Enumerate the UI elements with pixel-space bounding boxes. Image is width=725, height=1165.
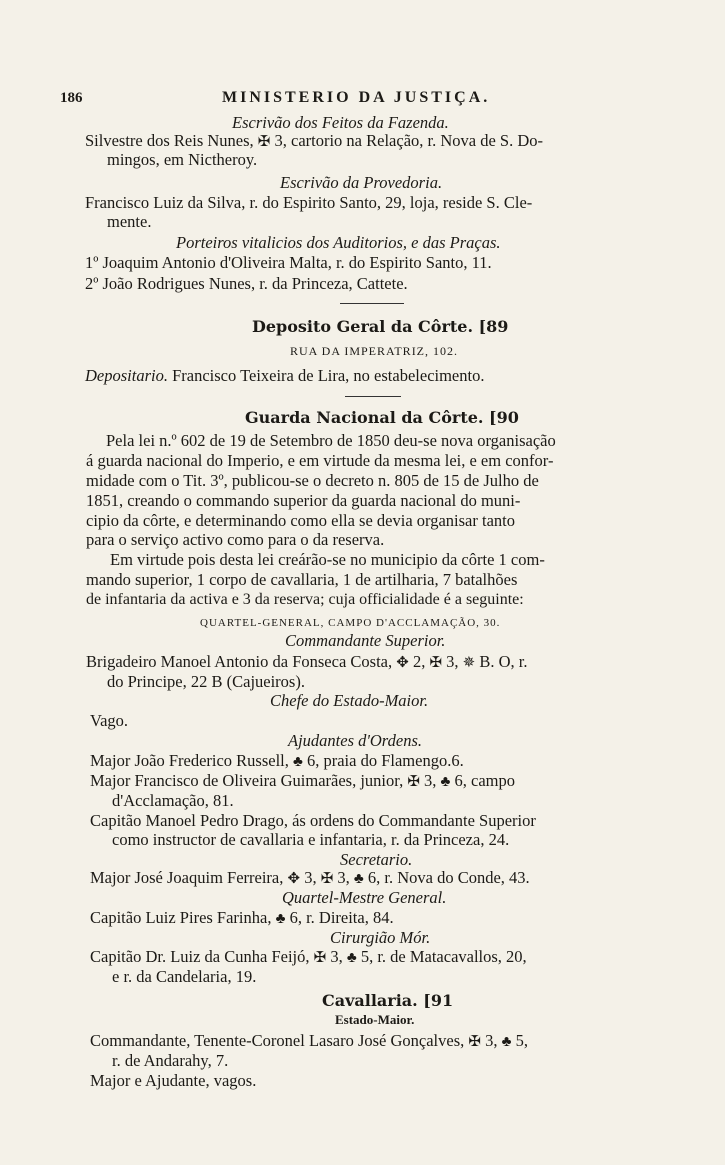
text-line: Commandante, Tenente-Coronel Lasaro José Gonçalves, ✠ 3, ♣ 5,: [90, 1031, 528, 1050]
text-line: Silvestre dos Reis Nunes, ✠ 3, cartorio na Relação, r. Nova de S. Do-: [85, 131, 543, 150]
tower-sword-icon: ♣: [346, 950, 357, 966]
text-line: mente.: [107, 212, 152, 231]
text-line: Major Francisco de Oliveira Guimarães, junior, ✠ 3, ♣ 6, campo: [90, 771, 515, 790]
tower-sword-icon: ♣: [293, 754, 303, 770]
section-heading: Porteiros vitalicios dos Auditorios, e das Praças.: [176, 233, 501, 252]
text-line: Vago.: [90, 711, 129, 730]
text-line: 1º Joaquim Antonio d'Oliveira Malta, r. do Espirito Santo, 11.: [85, 253, 492, 272]
tower-sword-icon: ♣: [501, 1034, 512, 1050]
paragraph-line: Em virtude pois desta lei creárão-se no municipio da côrte 1 com-: [110, 550, 545, 569]
text-line: Major José Joaquim Ferreira, ✥ 3, ✠ 3, ♣ 6, r. Nova do Conde, 43.: [90, 868, 530, 887]
subsection-title: Estado-Maior.: [335, 1012, 415, 1027]
order-cross-icon: ✠: [257, 134, 271, 150]
section-heading: Secretario.: [340, 850, 413, 869]
section-title: Cavallaria. [91: [322, 991, 454, 1010]
order-cross-icon: ✠: [320, 871, 334, 887]
section-title: Guarda Nacional da Côrte. [90: [245, 408, 519, 427]
divider: [340, 303, 404, 304]
order-cross-icon: ✠: [468, 1034, 481, 1050]
divider: [345, 396, 401, 397]
order-cross-icon: ✠: [313, 950, 327, 966]
section-heading: Escrivão dos Feitos da Fazenda.: [232, 113, 449, 132]
page-number: 186: [60, 90, 83, 106]
order-rose-icon: ✥: [287, 871, 301, 887]
order-rose-icon: ✥: [396, 655, 409, 671]
text-line: e r. da Candelaria, 19.: [112, 967, 257, 986]
text-line: 2º João Rodrigues Nunes, r. da Princeza, Cattete.: [85, 274, 408, 293]
text-line: r. de Andarahy, 7.: [112, 1051, 229, 1070]
paragraph-line: midade com o Tit. 3º, publicou-se o decreto n. 805 de 15 de Julho de: [86, 471, 539, 490]
order-star-icon: ✵: [462, 655, 476, 671]
paragraph-line: Pela lei n.º 602 de 19 de Setembro de 1850 deu-se nova organisação: [106, 431, 556, 450]
text-line: Brigadeiro Manoel Antonio da Fonseca Costa, ✥ 2, ✠ 3, ✵ B. O, r.: [86, 652, 528, 671]
paragraph-line: á guarda nacional do Imperio, e em virtude da mesma lei, e em confor-: [86, 451, 554, 470]
text-line: Capitão Luiz Pires Farinha, ♣ 6, r. Direita, 84.: [90, 908, 394, 927]
tower-sword-icon: ♣: [275, 911, 286, 927]
running-head: MINISTERIO DA JUSTIÇA.: [222, 89, 491, 106]
text-line: d'Acclamação, 81.: [112, 791, 234, 810]
text-line: Capitão Dr. Luiz da Cunha Feijó, ✠ 3, ♣ 5, r. de Matacavallos, 20,: [90, 947, 527, 966]
section-title: Deposito Geral da Côrte. [89: [252, 317, 509, 336]
section-heading: Cirurgião Mór.: [330, 928, 431, 947]
section-heading: Chefe do Estado-Maior.: [270, 691, 429, 710]
address-line: RUA DA IMPERATRIZ, 102.: [290, 344, 459, 358]
text-line: Francisco Luiz da Silva, r. do Espirito Santo, 29, loja, reside S. Cle-: [85, 193, 533, 212]
section-heading: Ajudantes d'Ordens.: [288, 731, 422, 750]
order-cross-icon: ✠: [407, 774, 420, 790]
paragraph-line: de infantaria da activa e 3 da reserva; cuja officialidade é a seguinte:: [86, 591, 524, 608]
text-line: mingos, em Nictheroy.: [107, 150, 258, 169]
paragraph-line: cipio da côrte, e determinando como ella se devia organisar tanto: [86, 511, 515, 530]
text-line: Depositario. Francisco Teixeira de Lira, no estabelecimento.: [85, 366, 485, 385]
text-line: Major João Frederico Russell, ♣ 6, praia do Flamengo.6.: [90, 751, 464, 770]
tower-sword-icon: ♣: [353, 871, 364, 887]
section-heading: Quartel-Mestre General.: [282, 888, 447, 907]
paragraph-line: para o serviço activo como para o da reserva.: [86, 530, 385, 549]
text-line: do Principe, 22 B (Cajueiros).: [107, 672, 305, 691]
paragraph-line: 1851, creando o commando superior da guarda nacional do muni-: [86, 491, 521, 510]
section-heading: Escrivão da Provedoria.: [280, 173, 443, 192]
text-line: como instructor de cavallaria e infantaria, r. da Princeza, 24.: [112, 830, 510, 849]
text-line: Major e Ajudante, vagos.: [90, 1071, 257, 1090]
address-line: QUARTEL-GENERAL, CAMPO D'ACCLAMAÇÃO, 30.: [200, 617, 501, 629]
text-line: Capitão Manoel Pedro Drago, ás ordens do Commandante Superior: [90, 811, 536, 830]
order-cross-icon: ✠: [429, 655, 443, 671]
paragraph-line: mando superior, 1 corpo de cavallaria, 1 de artilharia, 7 batalhões: [86, 570, 518, 589]
tower-sword-icon: ♣: [440, 774, 451, 790]
section-heading: Commandante Superior.: [285, 631, 446, 650]
